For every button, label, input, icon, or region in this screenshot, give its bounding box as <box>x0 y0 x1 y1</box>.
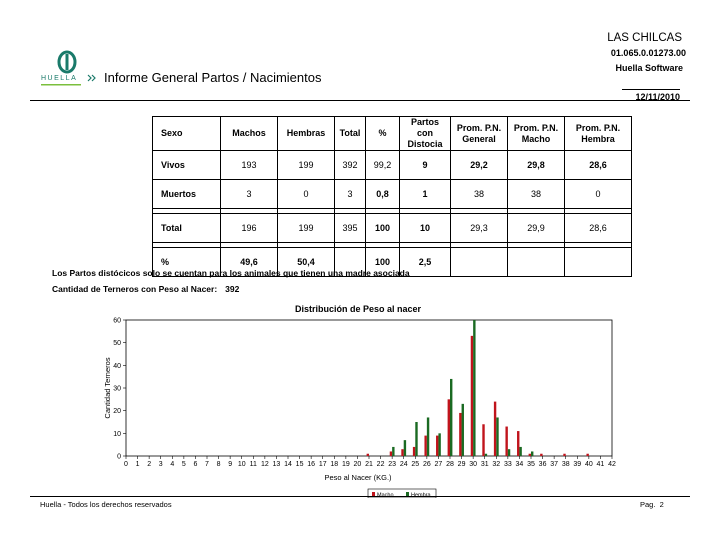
table-row <box>153 214 632 243</box>
x-tick-label: 4 <box>170 461 175 468</box>
x-tick-label: 32 <box>492 461 501 468</box>
x-tick-label: 30 <box>469 461 478 468</box>
x-tick-label: 22 <box>376 461 385 468</box>
bar-macho <box>367 454 369 456</box>
logo-text: HUELLA <box>41 75 78 82</box>
bar-macho <box>436 436 438 456</box>
bar-hembra <box>427 417 429 456</box>
plot-frame <box>126 320 612 456</box>
page-indicator <box>640 500 664 509</box>
table-cell: 9 <box>400 151 451 180</box>
x-tick-label: 28 <box>446 461 454 468</box>
col-header: Prom. P.N. General <box>451 117 508 151</box>
col-header: Total <box>335 117 366 151</box>
x-tick-label: 27 <box>434 461 443 468</box>
table-cell: 3 <box>221 180 278 209</box>
report-date: 12/11/2010 <box>635 92 680 102</box>
x-tick-label: 40 <box>584 461 593 468</box>
x-tick-label: 1 <box>135 461 140 468</box>
bar-macho <box>459 413 461 456</box>
x-tick-label: 42 <box>608 461 616 468</box>
weight-distribution-chart <box>96 298 626 498</box>
table-cell: 28,6 <box>565 214 632 243</box>
table-cell: 38 <box>508 180 565 209</box>
x-tick-label: 8 <box>216 461 221 468</box>
x-tick-label: 18 <box>330 461 339 468</box>
x-tick-label: 6 <box>193 461 198 468</box>
report-title: Informe General Partos / Nacimientos <box>104 70 322 85</box>
row-label: Muertos <box>153 180 221 209</box>
x-tick-label: 11 <box>249 461 257 468</box>
x-tick-label: 26 <box>422 461 431 468</box>
x-tick-label: 35 <box>527 461 535 468</box>
x-tick-label: 10 <box>237 461 246 468</box>
y-tick-label: 0 <box>117 453 121 461</box>
col-header: Prom. P.N. Hembra <box>565 117 632 151</box>
x-tick-label: 12 <box>260 461 269 468</box>
table-cell: 199 <box>278 214 335 243</box>
table-cell: 1 <box>400 180 451 209</box>
table-cell: 29,8 <box>508 151 565 180</box>
bar-hembra <box>438 433 440 456</box>
table-cell: 199 <box>278 151 335 180</box>
bar-hembra <box>496 417 498 456</box>
x-tick-label: 0 <box>124 461 128 468</box>
bar-macho <box>413 447 415 456</box>
header-divider <box>30 100 690 101</box>
y-tick-label: 20 <box>113 408 121 416</box>
col-header: Partos con Distocia <box>400 117 451 151</box>
table-cell: 29,2 <box>451 151 508 180</box>
table-cell: 10 <box>400 214 451 243</box>
bar-hembra <box>473 320 475 456</box>
x-tick-label: 14 <box>284 461 292 468</box>
y-tick-label: 60 <box>113 317 121 325</box>
x-tick-label: 21 <box>365 461 373 468</box>
col-header: % <box>366 117 400 151</box>
bar-macho <box>505 427 507 456</box>
table-header-row <box>153 117 632 151</box>
table-cell <box>508 248 565 277</box>
bar-macho <box>401 449 403 456</box>
bar-macho <box>471 336 473 456</box>
row-label: Vivos <box>153 151 221 180</box>
y-tick-label: 50 <box>113 340 121 348</box>
x-axis-label: Peso al Nacer (KG.) <box>324 473 392 482</box>
calf-count-value: 392 <box>225 284 240 294</box>
x-tick-label: 5 <box>181 461 186 468</box>
legend-label: Macho <box>377 492 394 498</box>
x-tick-label: 34 <box>515 461 524 468</box>
table-cell: 0 <box>278 180 335 209</box>
x-tick-label: 36 <box>538 461 547 468</box>
huella-logo <box>38 50 96 90</box>
table-cell: 196 <box>221 214 278 243</box>
page-number: 2 <box>659 500 664 509</box>
date-divider <box>622 89 680 90</box>
x-tick-label: 33 <box>503 461 512 468</box>
calf-count-note <box>52 284 239 294</box>
legend-label: Hembra <box>411 492 431 498</box>
x-tick-label: 31 <box>480 461 489 468</box>
table-cell: 2,5 <box>400 248 451 277</box>
bar-hembra <box>519 447 521 456</box>
company-name: LAS CHILCAS <box>607 32 682 44</box>
bar-hembra <box>392 447 394 456</box>
x-tick-label: 24 <box>399 461 408 468</box>
x-tick-label: 7 <box>205 461 209 468</box>
table-cell: 392 <box>335 151 366 180</box>
bar-macho <box>517 431 519 456</box>
y-tick-label: 40 <box>113 362 121 370</box>
footer-divider <box>30 496 690 497</box>
row-label: Total <box>153 214 221 243</box>
x-tick-label: 9 <box>228 461 233 468</box>
bar-macho <box>494 402 496 456</box>
bar-macho <box>390 451 392 456</box>
x-tick-label: 38 <box>561 461 570 468</box>
table-cell: 3 <box>335 180 366 209</box>
bar-hembra <box>415 422 417 456</box>
x-tick-label: 39 <box>573 461 582 468</box>
x-tick-label: 41 <box>596 461 605 468</box>
x-tick-label: 37 <box>550 461 559 468</box>
table-cell: 38 <box>451 180 508 209</box>
distocia-note: Los Partos distócicos solo se cuentan para los animales que tienen una madre asociada <box>52 268 410 278</box>
x-tick-label: 13 <box>272 461 281 468</box>
bar-hembra <box>404 440 406 456</box>
footer-rights: Huella - Todos los derechos reservados <box>40 500 172 509</box>
table-cell: 50,4 <box>278 248 335 277</box>
table-cell <box>451 248 508 277</box>
y-tick-label: 10 <box>113 430 121 438</box>
bar-hembra <box>450 379 452 456</box>
bar-hembra <box>485 454 487 456</box>
x-tick-label: 3 <box>158 461 163 468</box>
table-cell: 0 <box>565 180 632 209</box>
row-label: % <box>153 248 221 277</box>
bar-hembra <box>508 449 510 456</box>
bar-macho <box>540 454 542 456</box>
col-header: Machos <box>221 117 278 151</box>
x-tick-label: 17 <box>318 461 327 468</box>
bar-macho <box>482 424 484 456</box>
x-tick-label: 20 <box>353 461 362 468</box>
chart-title: Distribución de Peso al nacer <box>294 304 422 314</box>
x-tick-label: 19 <box>341 461 350 468</box>
software-name: Huella Software <box>615 63 683 73</box>
x-tick-label: 29 <box>457 461 466 468</box>
bar-macho <box>563 454 565 456</box>
x-tick-label: 25 <box>411 461 420 468</box>
table-cell: 100 <box>366 214 400 243</box>
table-cell: 99,2 <box>366 151 400 180</box>
company-code: 01.065.0.01273.00 <box>610 48 686 58</box>
table-cell <box>565 248 632 277</box>
summary-table <box>152 116 632 277</box>
page-label: Pag. <box>640 500 656 509</box>
x-tick-label: 2 <box>147 461 152 468</box>
table-cell: 100 <box>366 248 400 277</box>
bar-macho <box>529 454 531 456</box>
table-row <box>153 180 632 209</box>
table-row <box>153 151 632 180</box>
y-tick-label: 30 <box>113 385 121 393</box>
y-axis-label: Cantidad Terneros <box>103 357 112 419</box>
table-cell: 0,8 <box>366 180 400 209</box>
x-tick-label: 23 <box>388 461 397 468</box>
col-header: Prom. P.N. Macho <box>508 117 565 151</box>
col-header: Sexo <box>153 117 221 151</box>
table-cell: 395 <box>335 214 366 243</box>
bar-macho <box>424 436 426 456</box>
bar-hembra <box>462 404 464 456</box>
x-tick-label: 16 <box>307 461 316 468</box>
bar-hembra <box>531 451 533 456</box>
bar-macho <box>586 454 588 456</box>
table-cell: 28,6 <box>565 151 632 180</box>
table-cell: 29,9 <box>508 214 565 243</box>
calf-count-label: Cantidad de Terneros con Peso al Nacer: <box>52 284 218 294</box>
table-cell: 29,3 <box>451 214 508 243</box>
col-header: Hembras <box>278 117 335 151</box>
x-tick-label: 15 <box>295 461 304 468</box>
bar-macho <box>448 399 450 456</box>
table-cell: 193 <box>221 151 278 180</box>
table-cell: 49,6 <box>221 248 278 277</box>
